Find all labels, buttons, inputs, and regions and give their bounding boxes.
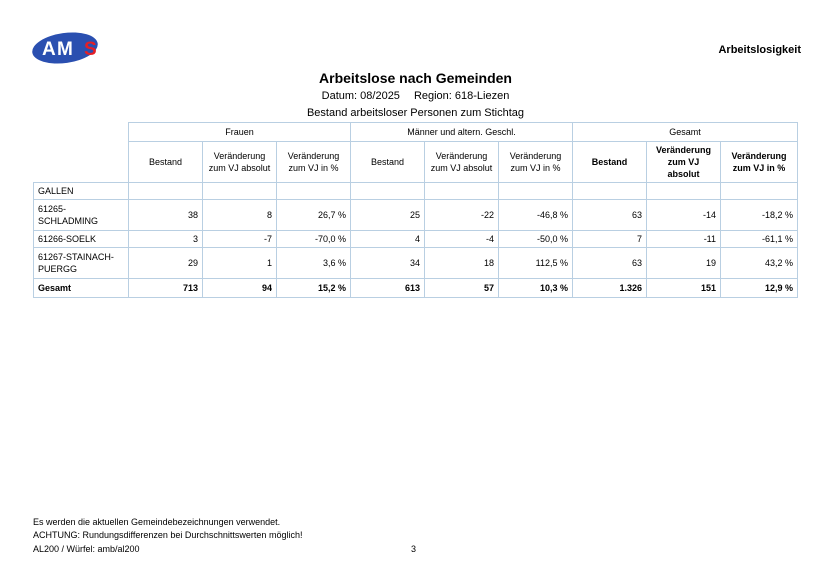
table-cell [721, 183, 798, 200]
table-cell: 7 [573, 231, 647, 248]
table-cell: 4 [351, 231, 425, 248]
table-cell: 57 [425, 279, 499, 298]
table-cell: 19 [647, 248, 721, 279]
table-cell: 43,2 % [721, 248, 798, 279]
table-cell: 613 [351, 279, 425, 298]
page-title: Arbeitslose nach Gemeinden [319, 70, 512, 86]
table-cell: 26,7 % [277, 200, 351, 231]
table-cell: 12,9 % [721, 279, 798, 298]
footer-warning: ACHTUNG: Rundungsdifferenzen bei Durchschnittswerten möglich! [33, 530, 303, 540]
page-number: 3 [411, 544, 417, 554]
table-cell: 15,2 % [277, 279, 351, 298]
col-header-veraenderung-prozent: Veränderung zum VJ in % [721, 142, 798, 183]
col-header-bestand: Bestand [573, 142, 647, 183]
row-label: 61265-SCHLADMING [34, 200, 129, 231]
table-cell: 3,6 % [277, 248, 351, 279]
subheader-row [34, 142, 798, 183]
table-cell [129, 183, 203, 200]
col-header-veraenderung-absolut: Veränderung zum VJ absolut [425, 142, 499, 183]
data-table [33, 122, 798, 298]
ams-logo [32, 31, 100, 65]
row-label: 61266-SOELK [34, 231, 129, 248]
table-cell: 63 [573, 248, 647, 279]
table-cell [647, 183, 721, 200]
table-cell [203, 183, 277, 200]
page-subtitle [0, 90, 831, 102]
table-cell [425, 183, 499, 200]
table-row [34, 248, 798, 279]
svg-text:S: S [84, 39, 97, 60]
table-cell: 10,3 % [499, 279, 573, 298]
table-cell: 29 [129, 248, 203, 279]
date-label: Datum: 08/2025 [321, 90, 400, 102]
table-cell: 63 [573, 200, 647, 231]
table-cell [351, 183, 425, 200]
table-cell: 25 [351, 200, 425, 231]
page-description: Bestand arbeitsloser Personen zum Stichtag [306, 107, 525, 119]
col-header-veraenderung-absolut: Veränderung zum VJ absolut [203, 142, 277, 183]
col-header-bestand: Bestand [351, 142, 425, 183]
row-label: Gesamt [34, 279, 129, 298]
footer-source: AL200 / Würfel: amb/al200 [33, 544, 140, 554]
corner-cell [34, 142, 129, 183]
table-cell [573, 183, 647, 200]
group-header-gesamt: Gesamt [573, 123, 798, 142]
table-row [34, 183, 798, 200]
group-header-maenner: Männer und altern. Geschl. [351, 123, 573, 142]
col-header-veraenderung-prozent: Veränderung zum VJ in % [499, 142, 573, 183]
table-cell: -70,0 % [277, 231, 351, 248]
table-cell: 112,5 % [499, 248, 573, 279]
table-cell: 38 [129, 200, 203, 231]
table-row [34, 231, 798, 248]
total-row [34, 279, 798, 298]
col-header-bestand: Bestand [129, 142, 203, 183]
region-label: Region: 618-Liezen [413, 90, 510, 102]
table-cell [499, 183, 573, 200]
table-cell: -7 [203, 231, 277, 248]
corner-cell [34, 123, 129, 142]
table-cell: 18 [425, 248, 499, 279]
col-header-veraenderung-absolut: Veränderung zum VJ absolut [647, 142, 721, 183]
svg-text:M: M [57, 39, 73, 60]
table-cell: -50,0 % [499, 231, 573, 248]
table-cell: 8 [203, 200, 277, 231]
table-cell: 34 [351, 248, 425, 279]
table-cell: -46,8 % [499, 200, 573, 231]
table-cell: 1.326 [573, 279, 647, 298]
table-cell: -14 [647, 200, 721, 231]
table-cell: 713 [129, 279, 203, 298]
table-cell: -11 [647, 231, 721, 248]
table-cell: -22 [425, 200, 499, 231]
table-cell: 151 [647, 279, 721, 298]
table-cell: 94 [203, 279, 277, 298]
table-cell: 3 [129, 231, 203, 248]
group-header-frauen: Frauen [129, 123, 351, 142]
table-cell: -4 [425, 231, 499, 248]
table-cell: -61,1 % [721, 231, 798, 248]
table-cell: -18,2 % [721, 200, 798, 231]
row-label: 61267-STAINACH-PUERGG [34, 248, 129, 279]
table-cell: 1 [203, 248, 277, 279]
svg-text:A: A [42, 39, 56, 60]
table-cell [277, 183, 351, 200]
group-header-row [34, 123, 798, 142]
table-row [34, 200, 798, 231]
col-header-veraenderung-prozent: Veränderung zum VJ in % [277, 142, 351, 183]
row-label: GALLEN [34, 183, 129, 200]
report-category: Arbeitslosigkeit [718, 44, 801, 56]
footer-note: Es werden die aktuellen Gemeindebezeichnungen verwendet. [33, 517, 281, 527]
